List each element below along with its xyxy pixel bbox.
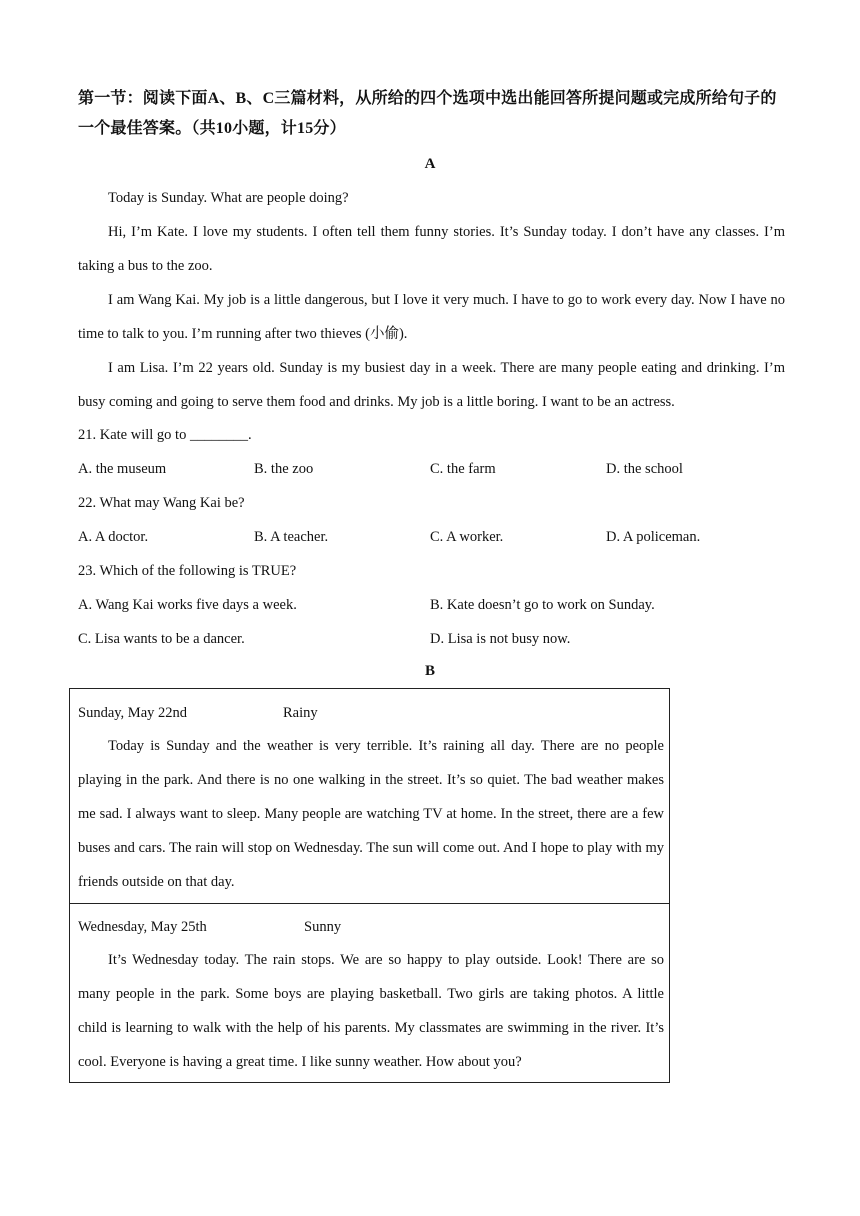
question-23-option-a[interactable]: A. Wang Kai works five days a week. [78, 597, 297, 613]
diary-entry-1-weather: Rainy [283, 705, 318, 721]
diary-divider [70, 903, 669, 904]
question-23-option-c[interactable]: C. Lisa wants to be a dancer. [78, 631, 245, 647]
question-23-stem: 23. Which of the following is TRUE? [78, 563, 297, 579]
diary-entry-2-weather: Sunny [304, 919, 342, 935]
diary-entry-1-text: Today is Sunday and the weather is very terrible. It’s raining all day. There are no people playing in the park. And there is no one walking in the street. It’s so quiet. The bad weather makes me sad. I always want to sleep. Many people are watching TV at home. In the street, there are a few buses and cars. The rain will stop on Wednesday. The sun will come out. And I hope to play with my friends outside on that day. [78, 738, 664, 890]
diary-box [69, 688, 670, 1083]
question-23-option-b[interactable]: B. Kate doesn’t go to work on Sunday. [430, 597, 655, 613]
passage-b-heading: B [424, 663, 435, 679]
question-21-stem: 21. Kate will go to ________. [78, 427, 252, 443]
question-21-option-a[interactable]: A. the museum [78, 461, 167, 477]
question-21-option-b[interactable]: B. the zoo [254, 461, 314, 477]
passage-a-intro: Today is Sunday. What are people doing? [108, 190, 349, 206]
question-21-option-c[interactable]: C. the farm [430, 461, 496, 477]
diary-entry-2-text: It’s Wednesday today. The rain stops. We are so happy to play outside. Look! There are so many people in the park. Some boys are playing basketball. Two girls are taking photos. A little child is learning to walk with the help of his parents. My classmates are swimming in the river. It’s cool. Everyone is having a great time. I like sunny weather. How about you? [78, 952, 664, 1070]
section-instructions: 第一节：阅读下面A、B、C三篇材料，从所给的四个选项中选出能回答所提问题或完成所给句子的一个最佳答案。（共10小题，计15分） [78, 90, 777, 137]
question-21-option-d[interactable]: D. the school [606, 461, 683, 477]
diary-entry-2-header [78, 919, 342, 936]
passage-a-paragraph-wang-kai: I am Wang Kai. My job is a little dangerous, but I love it very much. I have to go to work every day. Now I have no time to talk to you. I’m running after two thieves (小偷). [78, 292, 785, 342]
question-22-option-a[interactable]: A. A doctor. [78, 529, 149, 545]
question-22-option-b[interactable]: B. A teacher. [254, 529, 329, 545]
diary-entry-1-header [78, 705, 318, 722]
diary-entry-2-date: Wednesday, May 25th [78, 919, 207, 935]
question-22-option-d[interactable]: D. A policeman. [606, 529, 701, 545]
question-23-option-d[interactable]: D. Lisa is not busy now. [430, 631, 571, 647]
question-22-stem: 22. What may Wang Kai be? [78, 495, 245, 511]
diary-entry-1-date: Sunday, May 22nd [78, 705, 188, 721]
question-22-option-c[interactable]: C. A worker. [430, 529, 504, 545]
passage-a-paragraph-lisa: I am Lisa. I’m 22 years old. Sunday is my busiest day in a week. There are many people eating and drinking. I’m busy coming and going to serve them food and drinks. My job is a little boring. I want to be an actress. [78, 360, 785, 410]
passage-a-heading: A [424, 156, 436, 172]
passage-a-paragraph-kate: Hi, I’m Kate. I love my students. I often tell them funny stories. It’s Sunday today. I don’t have any classes. I’m taking a bus to the zoo. [78, 224, 785, 274]
